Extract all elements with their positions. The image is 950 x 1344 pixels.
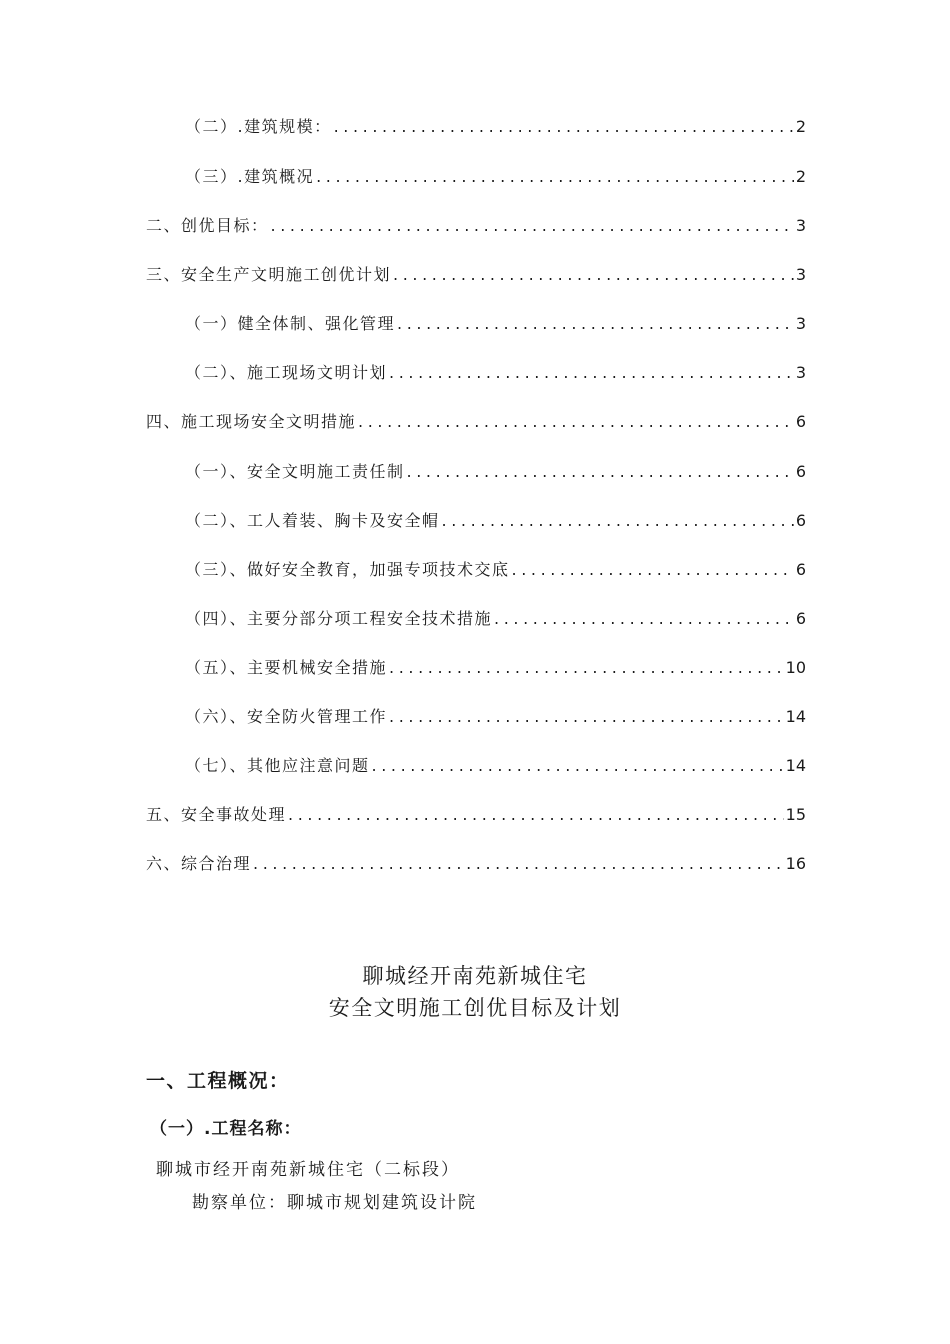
toc-entry-label: 六、综合治理	[146, 854, 252, 873]
toc-entry-page: 15	[785, 805, 806, 824]
toc-entry-page: 2	[795, 117, 806, 136]
toc-entry[interactable]	[185, 657, 806, 679]
toc-entry-page: 2	[795, 167, 806, 186]
toc-entry[interactable]	[185, 116, 806, 138]
section-heading: 一、工程概况：	[146, 1070, 290, 1092]
toc-entry-page: 6	[795, 462, 806, 481]
toc-entry-label: 二、创优目标：	[146, 216, 269, 235]
toc-entry-label: （一）、安全文明施工责任制	[185, 462, 405, 481]
toc-leader-dots	[389, 706, 784, 728]
toc-entry-label: （二）.建筑规模：	[185, 117, 332, 136]
toc-entry[interactable]	[146, 215, 806, 237]
toc-leader-dots	[316, 166, 794, 188]
toc-leader-dots	[389, 657, 784, 679]
subsection-heading: （一）.工程名称：	[150, 1119, 302, 1139]
toc-leader-dots	[334, 116, 794, 138]
toc-entry-page: 3	[795, 265, 806, 284]
document-title-line-2: 安全文明施工创优目标及计划	[328, 996, 622, 1020]
toc-entry-page: 14	[785, 707, 806, 726]
toc-entry-label: （二）、施工现场文明计划	[185, 363, 388, 382]
toc-entry[interactable]	[146, 411, 806, 433]
toc-entry-label: 五、安全事故处理	[146, 805, 287, 824]
survey-unit-text: 勘察单位：聊城市规划建筑设计院	[192, 1193, 477, 1213]
toc-entry-page: 3	[795, 216, 806, 235]
toc-entry-page: 6	[795, 560, 806, 579]
toc-entry[interactable]	[185, 706, 806, 728]
toc-entry-label: （四）、主要分部分项工程安全技术措施	[185, 609, 493, 628]
toc-entry[interactable]	[185, 362, 806, 384]
toc-entry-label: （三）.建筑概况	[185, 167, 315, 186]
toc-leader-dots	[494, 608, 794, 630]
toc-entry-page: 6	[795, 609, 806, 628]
toc-leader-dots	[372, 755, 784, 777]
toc-entry-page: 6	[795, 412, 806, 431]
toc-entry-page: 14	[785, 756, 806, 775]
toc-entry-page: 3	[795, 363, 806, 382]
toc-entry[interactable]	[146, 264, 806, 286]
toc-entry-page: 16	[785, 854, 806, 873]
toc-entry[interactable]	[185, 755, 806, 777]
toc-entry-page: 10	[785, 658, 806, 677]
document-title-line-1: 聊城经开南苑新城住宅	[362, 964, 588, 988]
toc-entry-page: 6	[795, 511, 806, 530]
toc-entry[interactable]	[185, 461, 806, 483]
toc-leader-dots	[407, 461, 794, 483]
toc-entry-label: （七）、其他应注意问题	[185, 756, 370, 775]
project-name-text: 聊城市经开南苑新城住宅（二标段）	[156, 1160, 460, 1180]
toc-entry[interactable]	[185, 559, 806, 581]
toc-leader-dots	[358, 411, 794, 433]
toc-leader-dots	[393, 264, 794, 286]
toc-entry[interactable]	[146, 804, 806, 826]
toc-leader-dots	[253, 853, 784, 875]
toc-leader-dots	[271, 215, 794, 237]
toc-leader-dots	[397, 313, 794, 335]
toc-entry-label: 三、安全生产文明施工创优计划	[146, 265, 392, 284]
toc-entry[interactable]	[185, 166, 806, 188]
toc-entry-label: （二）、工人着装、胸卡及安全帽	[185, 511, 440, 530]
toc-leader-dots	[442, 510, 794, 532]
toc-entry-label: （六）、安全防火管理工作	[185, 707, 388, 726]
toc-leader-dots	[288, 804, 784, 826]
toc-entry-label: 四、施工现场安全文明措施	[146, 412, 357, 431]
toc-leader-dots	[389, 362, 794, 384]
toc-entry[interactable]	[185, 608, 806, 630]
toc-entry[interactable]	[146, 853, 806, 875]
toc-entry-label: （一）健全体制、强化管理	[185, 314, 396, 333]
toc-entry-label: （三）、做好安全教育，加强专项技术交底	[185, 560, 510, 579]
toc-entry[interactable]	[185, 510, 806, 532]
toc-entry[interactable]	[185, 313, 806, 335]
toc-leader-dots	[512, 559, 794, 581]
toc-entry-page: 3	[795, 314, 806, 333]
toc-entry-label: （五）、主要机械安全措施	[185, 658, 388, 677]
